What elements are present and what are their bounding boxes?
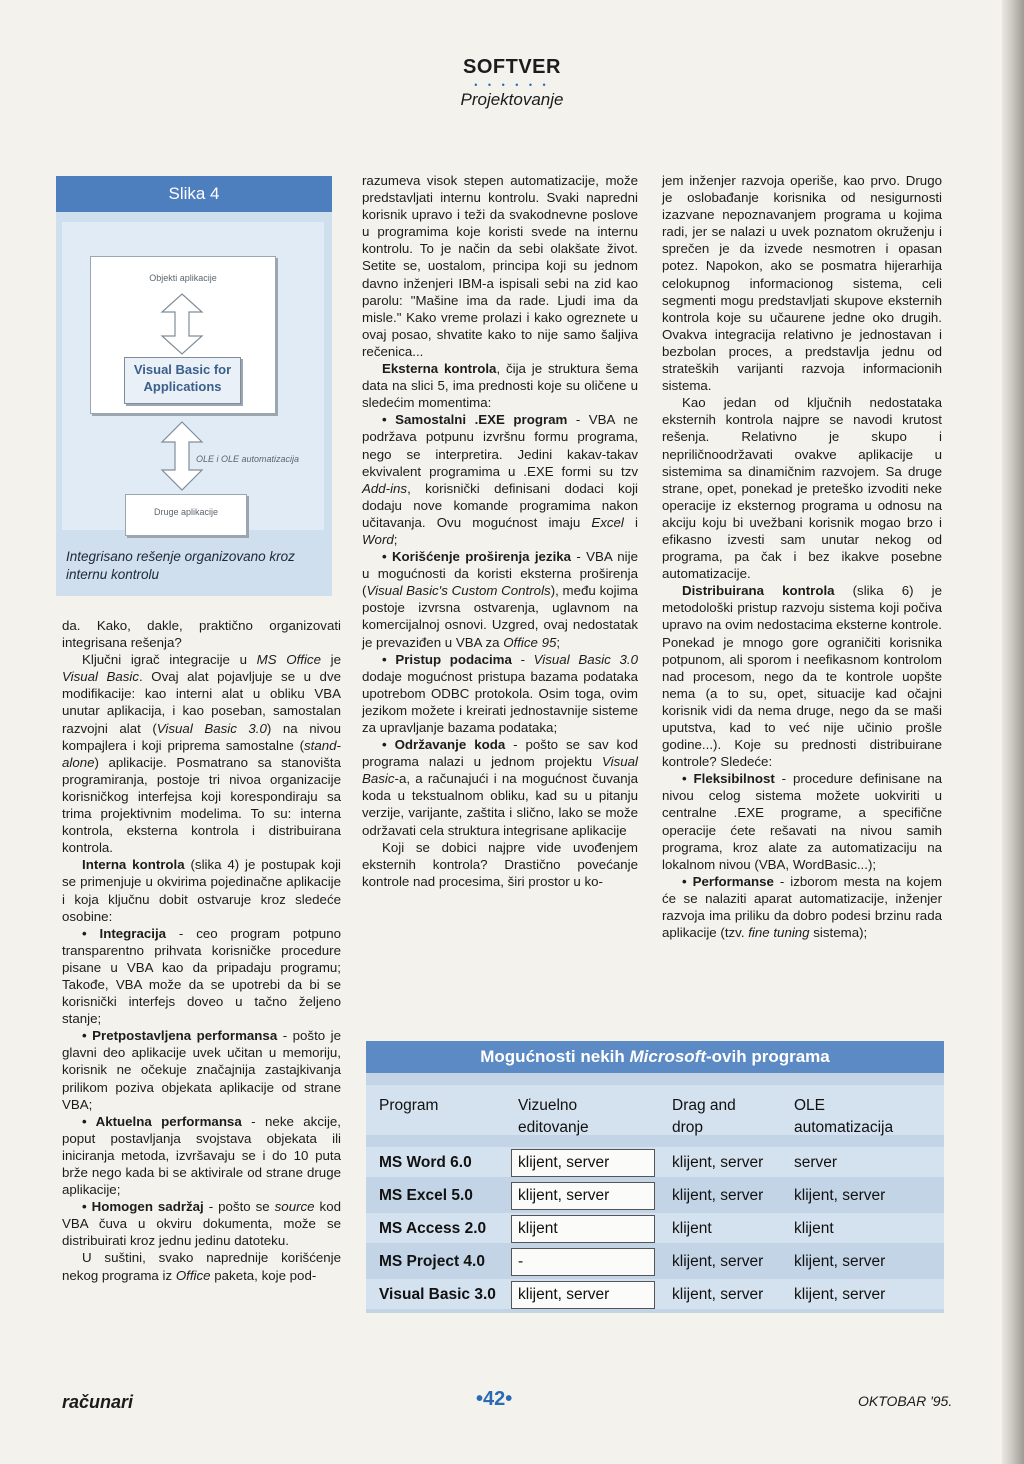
paragraph: Koji se dobici najpre vide uvođenjem eksternih kontrola? Drastično povećanje kontrole nad procesima, širi prostor u ko- [362,839,638,889]
table-cell: klijent, server [672,1187,764,1204]
paragraph: Kao jedan od ključnih nedostataka eksternih kontrola najpre se navodi krutost rešenja. Relativno je skupo i nepriličnoodržavati ovakve aplikacije u sistemima sa dinamičnim razvojem. Sa druge strane, opet, ponekad je preteško izvoditi neke operacije iz eksternog programa u odnosu na akciju koju bi uvežbani korisnik mogao brzo i efikasno izvesti sam unutar nekog od programa, pa čak i bez ikakve posebne automatizacije. [662,395,942,582]
table-cell: klijent, server [518,1187,610,1204]
issue-date: OKTOBAR '95. [858,1393,953,1409]
section-title: SOFTVER [463,56,561,78]
bullet-item: • Homogen sadržaj - pošto se source kod VBA čuva u okviru dokumenta, može se distribuirati kroz jednu jedinu datoteku. [62,1199,341,1249]
table-cell: Visual Basic 3.0 [379,1286,496,1303]
page-edge-shadow [1002,0,1024,1464]
table-header-cell: Vizuelno editovanje [518,1097,589,1136]
text-column-1 [62,617,341,1284]
bullet-item: • Samostalni .EXE program - VBA ne podržava potpunu izvršnu formu programa, nego se interpretira. Jedini kakav-takav ekvivalent programima u .EXE formi su tzv Add-ins, korisnički definisani dodaci koji dodaju nove komande programima nakon učitavanja. Ovu mogućnost imaju Excel i Word; [362,412,638,547]
table-cell: klijent, server [794,1187,886,1204]
paragraph: jem inženjer razvoja operiše, kao prvo. Drugo je oslobađanje korisnika od nesigurnosti izazvane nepoznavanjem programa u kojima radi, jer se nalazi u uvek poznatom okruženju i sprečen je da izvede nesmotren i opasan potez. Napokon, ako se posmatra hijerarhija celokupnog informacionog sistema, celi segmenti mogu predstavljati skupove eksternih kontrola koje su učaurene jedne oko drugih. Ovakva integracija relativno je jednostavan i bezbolan proces, a predstavlja jednu od strateških varijanti razvoja informacionih sistema. [662,173,942,394]
table-cell: klijent, server [672,1286,764,1303]
vba-box-line1: Visual Basic for [133,362,232,377]
app-objects-label: Objekti aplikacije [149,273,217,283]
section-subtitle: Projektovanje [460,90,564,109]
table-cell: MS Project 4.0 [379,1253,485,1270]
table-cell: server [794,1154,838,1171]
table-header-cell: OLE automatizacija [794,1097,894,1136]
table-body [366,1085,944,1313]
bullet-item: • Održavanje koda - pošto se sav kod programa nalazi u jednom projektu Visual Basic-a, a računajući i na mogućnost čuvanja koda u tekstualnom obliku, kad su u pitanju verzije, varijante, zaštita i slično, lako se može održavati cela struktura integrisane aplikacije [362,737,638,838]
table-cell: klijent [672,1220,712,1237]
vba-box [124,357,241,404]
magazine-name: računari [62,1392,134,1412]
table-cell: klijent [794,1220,834,1237]
paragraph: da. Kako, dakle, praktično organizovati integrisana rešenja? [62,618,341,651]
figure-panel [56,212,332,596]
double-arrow-icon [157,292,207,356]
table-title: Mogućnosti nekih Microsoft-ovih programa [366,1041,944,1073]
section-dots: • • • • • • [474,80,550,90]
features-table [366,1041,944,1313]
text-column-3 [662,172,942,941]
table-cell: MS Word 6.0 [379,1154,472,1171]
paragraph: Eksterna kontrola, čija je struktura šema data na slici 5, ima prednosti koje su oličene u sledećim momentima: [362,361,639,411]
table-cell: klijent [518,1220,558,1237]
figure-title: Slika 4 [56,176,332,212]
table-cell: klijent, server [794,1253,886,1270]
bullet-item: • Integracija - ceo program potpuno transparentno prihvata korisničke procedure pisane u VBA kao da pripadaju programu; Takođe, VBA može da se upotrebi da bi se korisnički interfejs doveo u tačno željeno stanje; [62,925,341,1027]
other-apps-label: Druge aplikacije [153,507,219,517]
figure-caption: Integrisano rešenje organizovano kroz internu kontrolu [66,549,295,582]
page-number: •42• [476,1388,513,1410]
table-cell: MS Access 2.0 [379,1220,487,1237]
paragraph: Interna kontrola (slika 4) je postupak koji se primenjuje u okvirima pojedinačne aplikacije i koja ključnu dobit ostvaruje kroz sledeće osobine: [62,857,341,924]
table-cell: klijent, server [518,1286,610,1303]
bullet-item: • Performanse - izborom mesta na kojem će se nalaziti aparat automatizacije, inženjer razvoja ima priliku da dobro podesi brzinu rada aplikacije (tzv. fine tuning sistema); [662,873,942,941]
table-cell: - [518,1253,524,1270]
figure-slika-4 [56,176,332,596]
paragraph: U suštini, svako naprednije korišćenje nekog programa iz Office paketa, koje pod- [62,1250,341,1283]
text-column-2 [362,172,638,890]
vba-box-line2: Applications [143,379,222,394]
table-cell: MS Excel 5.0 [379,1187,473,1204]
bullet-item: • Fleksibilnost - procedure definisane na nivou celog sistema možete uokviriti u centralne .EXE programe, a specifične operacije ćete rešavati na nivou samih programa, kroz alate za automatizaciju na lokalnom nivou (VBA, WordBasic...); [662,771,943,872]
table-header-cell: Drag and drop [672,1097,736,1136]
figure-diagram [62,222,324,530]
paragraph: razumeva visok stepen automatizacije, može predstavljati internu kontrolu. Svaki napredni korisnik upravo i teži da svakodnevne poslove u programima koje koristi svede na internu kontrolu. To je način da sebi olakšate život. Setite se, uostalom, principa koji su jednom davno inženjeri IBM-a ispisali sebi na zid kao parolu: "Mašine ima da rade. Ljudi ima da misle." Kako vreme prolazi i kako ogreznete u ovaj posao, shvatite kako to nije samo šaljiva rečenica... [362,173,638,359]
ole-label: OLE i OLE automatizacija [196,454,300,464]
table-header-cell: Program [379,1097,439,1114]
bullet-item: • Pretpostavljena performansa - pošto je glavni deo aplikacije uvek učitan u memoriju, korisnik ne očekuje značajnija zastajkivanja prilikom poziva objekata aplikacije od strane VBA; [62,1028,341,1112]
other-apps-box [125,494,247,536]
table-cell: klijent, server [518,1154,610,1171]
table-cell: klijent, server [672,1154,764,1171]
bullet-item: • Korišćenje proširenja jezika - VBA nije u mogućnosti da koristi eksterna proširenja (Visual Basic's Custom Controls), među kojima postoje izvrsna ostvarenja, uglavnom na komercijalnoj osnovi. Uzgred, ovaj nedostatak je prevaziđen u VBA za Office 95; [362,549,638,650]
paragraph: Ključni igrač integracije u MS Office je Visual Basic. Ovaj alat pojavljuje se u dve modifikacije: kao interni alat u obliku VBA unutar aplikacija, i kao poseban, samostalan razvojni alat (Visual Basic 3.0) na nivou kompajlera i koji priprema samostalne (stand-alone) aplikacije. Posmatrano sa stanovišta programiranja, postoje tri nivoa organizacije korisničkog interfejsa koji korespondiraju sa trima projektivnim modelima. To su: interna kontrola, eksterna kontrola i distribuirana kontrola. [62,652,341,856]
bullet-item: • Pristup podacima - Visual Basic 3.0 dodaje mogućnost pristupa bazama podataka upotrebom ODBC protokola. Osim toga, ovim jezikom možete i kreirati jednostavnije sisteme za upravljanje bazama podataka; [362,651,638,735]
paragraph: Distribuirana kontrola (slika 6) je metodološki pristup razvoju sistema koji počiva upravo na ovim nedostacima eksterne kontrole. Ponekad je mnogo gore ograničiti korisnika potpunom, ali sporom i neefikasnom kontrolom nad procesom, nego da te kontrole uopšte nema (a to su, opet, situacije kad očajni korisnik vidi da nema druge, nego da se maši uputstva, kad to već nije učinio prošle godine...). Koje su prednosti distribuirane kontrole? Sledeće: [662,583,942,770]
table-cell: klijent, server [672,1253,764,1270]
bullet-item: • Aktuelna performansa - neke akcije, poput postavljanja svojstava objekata ili iniciranja metoda, izvršavaju se i do 10 puta brže nego kada bi se aktivirale od strane druge aplikacije; [62,1113,341,1198]
table-cell: klijent, server [794,1286,886,1303]
